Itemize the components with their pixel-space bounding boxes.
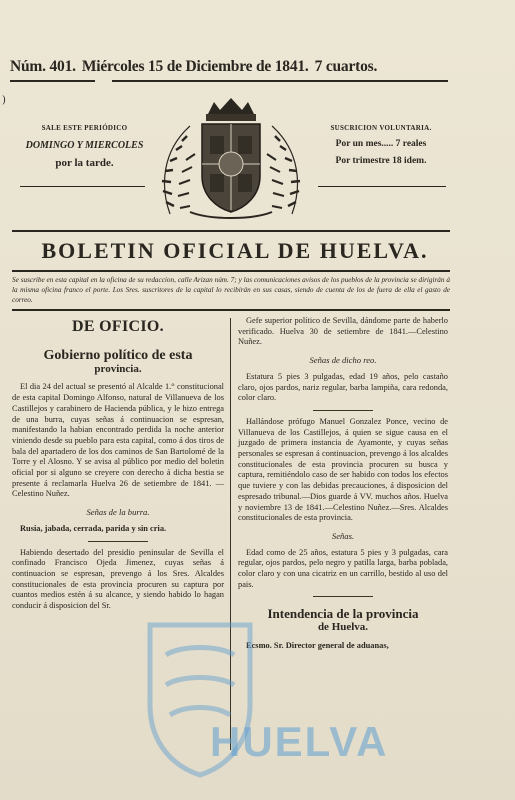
price-quarter: Por trimestre 18 idem. (335, 156, 427, 166)
subscription-prices (316, 124, 446, 166)
article-paragraph: Habiendo desertado del presidio peninsular de Sevilla el confinado Francisco Ojeda Jimenez, cuyas señas á continuacion se espresan, prevengo á los Sres. Alcaldes constitucionales de esta provincia procuren su captura por cuantos medios estén á su alcance, y siendo habido lo hagan conducir á disposicion del Sr. (12, 547, 224, 611)
title-rule-top (12, 230, 450, 232)
article-subheading: Señas de la burra. (86, 507, 150, 518)
article-paragraph: Hallándose prófugo Manuel Gonzalez Ponce, vecino de Villanueva de los Castillejos, á quien se sigue causa en el juzgado de primera instancia de Ayamonte, y cuyas señas personales se espresan á continuacion, prevengo á los alcaldes constitucionales de esta provincia procuren su busca y captura, remitiéndolo caso de ser habido con todos los efectos que tuviere y con las debidas precauciones, á disposicion del espresado tribunal.—Dios guarde á VV. muchos años. Huelva y noviembre 13 de 1841.—Celestino Nuñez.—Sres. Alcaldes constitucionales de esta provincia. (238, 416, 448, 523)
masthead (10, 58, 460, 76)
article-heading: Gobierno político de esta (43, 347, 193, 363)
subscription-notice: Se suscribe en esta capital en la oficina de su redaccion, calle Arizan núm. 7; y las comunicaciones avisos de los pueblos de la provincia se dirigirán á la misma oficina franco el porte. Los Sres. suscritores de la capital lo recibirán en sus casas, siendo de cuenta de los de fuera de ella el gasto de correo. (12, 276, 450, 304)
header-bottom-rule (12, 309, 450, 311)
article-paragraph: El dia 24 del actual se presentó al Alcalde 1.° constitucional de esta capital Domingo Alfonso, natural de Villanueva de los Castillejos y carabinero de Hacienda pública, y le hizo entrega de una burra, cuyas señas á continuacion se espresan, manifestando la habian encontrado perdida la noche anterior viniendo desde su pueblo para esta capital, como á dos tiros de bala del apartadero de los dos caminos de San Bartolomé de la Torre y el Alosno. Y se avisa al público por medio del boletin oficial por si alguno se creyere con derecho á dicha bestia se presente á reclamarla Huelva 26 de setiembre de 1841. —Celestino Nuñez. (12, 382, 224, 499)
newspaper-title: BOLETIN OFICIAL DE HUELVA. (41, 238, 429, 263)
article-paragraph: Rusia, jabada, cerrada, parida y sin cria. (20, 523, 167, 533)
title-rule-bottom (12, 270, 450, 272)
column-divider (230, 318, 231, 750)
column-right (238, 316, 448, 652)
coat-of-arms-icon (150, 96, 312, 224)
article-paragraph: Estatura 5 pies 3 pulgadas, edad 19 años, pelo castaño claro, ojos pardos, nariz regular, barba lampiña, cara redonda, color claro. (238, 371, 448, 403)
issue-price: 7 cuartos. (314, 58, 378, 75)
info-rule (318, 186, 446, 187)
watermark-text: HUELVA (210, 718, 389, 765)
masthead-rule (112, 80, 448, 82)
schedule-label: SALE ESTE PERIÓDICO (41, 124, 128, 132)
article-paragraph: Gefe superior político de Sevilla, dándome parte de haberlo verificado. Huelva 30 de setiembre de 1841.—Celestino Nuñez. (238, 316, 448, 347)
article-paragraph: Edad como de 25 años, estatura 5 pies y 3 pulgadas, cara regular, ojos pardos, pelo negro y patilla larga, barba poblada, color claro y con una cicatriz en un carrillo, bestido al uso del pais. (238, 547, 448, 589)
section-heading: DE OFICIO. (72, 318, 164, 335)
separator (313, 410, 373, 411)
publication-schedule (12, 124, 157, 169)
price-month: Por un mes..... 7 reales (335, 139, 427, 149)
subscription-label: SUSCRICION VOLUNTARIA. (330, 124, 432, 132)
separator (88, 541, 148, 542)
schedule-days: DOMINGO Y MIERCOLES (25, 140, 144, 151)
article-heading-sub: provincia. (94, 362, 142, 375)
article-subheading: Señas de dicho reo. (309, 355, 377, 366)
margin-mark: ) (2, 95, 6, 106)
article-subheading: Señas. (331, 530, 355, 541)
article-heading: Intendencia de la provincia (267, 606, 419, 622)
masthead-rule (10, 80, 95, 82)
issue-date: Miércoles 15 de Diciembre de 1841. (81, 58, 309, 75)
article-heading-sub: de Huelva. (317, 621, 369, 634)
schedule-time: por la tarde. (55, 157, 114, 169)
article-paragraph: Ecsmo. Sr. Director general de aduanas, (246, 641, 389, 651)
info-rule (20, 186, 145, 187)
issue-number: Núm. 401. (10, 58, 76, 75)
column-left (12, 316, 224, 612)
separator (313, 596, 373, 597)
